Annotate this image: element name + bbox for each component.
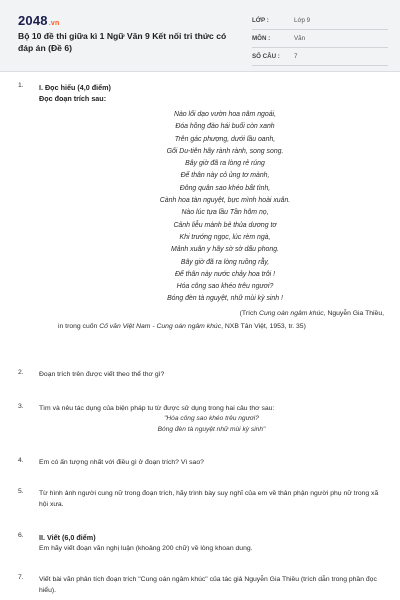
question-text: Em có ấn tượng nhất với điều gì ở đoạn trích? Vì sao? — [39, 459, 204, 466]
source-text: , NXB Tân Việt, 1953, tr. 35) — [221, 323, 306, 330]
section-subheading: Đọc đoạn trích sau: — [39, 94, 107, 103]
poem-line: Gối Du-tiên hãy rành rành, song song. — [166, 147, 284, 155]
logo-ext: .vn — [48, 20, 60, 27]
meta-value: Lớp 9 — [294, 17, 311, 24]
question-number: 5. — [18, 488, 24, 495]
poem-excerpt — [40, 109, 384, 306]
poem-line: Cảnh liễu mành bẻ thủa dương tơ — [173, 221, 277, 229]
site-logo[interactable] — [18, 13, 59, 28]
question-number: 3. — [18, 403, 24, 410]
meta-row-subject — [252, 30, 388, 48]
question-number: 2. — [18, 369, 24, 376]
poem-line: Đông quân sao khéo bất tình, — [179, 184, 271, 192]
poem-line: Bây giờ đã ra lòng rẻ rúng — [185, 160, 265, 168]
question-5 — [18, 488, 384, 510]
quote-line: "Hóa công sao khéo trêu ngươi? — [164, 415, 259, 422]
source-line-2 — [58, 321, 384, 332]
source-line-1 — [40, 308, 384, 319]
source-work-title: Cung oán ngâm khúc — [259, 310, 324, 317]
poem-line: Hóa công sao khéo trêu ngươi? — [176, 283, 274, 291]
poem-line: Nào lối dạo vườn hoa năm ngoái, — [173, 111, 276, 118]
poem-line: Khi trướng ngọc, lúc rèm ngà, — [179, 233, 271, 241]
source-text: (Trích — [239, 310, 260, 317]
question-3 — [18, 403, 384, 435]
question-text: Đoạn trích trên được viết theo thể thơ gì? — [39, 371, 165, 378]
question-text: Em hãy viết đoạn văn nghị luận (khoảng 200 chữ) về lòng khoan dung. — [39, 545, 253, 552]
document-header — [0, 0, 400, 72]
document-title: Bộ 10 đề thi giữa kì 1 Ngữ Văn 9 Kết nối tri thức có đáp án (Đề 6) — [18, 31, 227, 53]
poem-line: Cành hoa tàn nguyệt, bực mình hoài xuân. — [159, 197, 291, 205]
meta-row-class — [252, 12, 388, 30]
question-text: Viết bài văn phân tích đoạn trích "Cung oán ngâm khúc" của tác giả Nguyễn Gia Thiều (trích dẫn trong phần đọc hiểu). — [39, 576, 377, 594]
meta-key: SỐ CÂU : — [252, 53, 280, 60]
logo-text: 2048 — [18, 13, 48, 28]
question-number: 1. — [18, 82, 24, 89]
meta-table — [252, 12, 388, 66]
question-number: 6. — [18, 532, 24, 539]
question-number: 7. — [18, 574, 24, 581]
question-text: Từ hình ảnh người cung nữ trong đoạn trích, hãy trình bày suy nghĩ của em về thân phận người phụ nữ trong xã hội xưa. — [39, 490, 379, 508]
poem-line: Bây giờ đã ra lòng ruồng rẫy, — [180, 258, 270, 266]
question-text: Tìm và nêu tác dụng của biện pháp tu từ được sử dụng trong hai câu thơ sau: — [39, 405, 275, 412]
section-heading: I. Đọc hiểu (4,0 điểm) — [39, 83, 111, 92]
poem-line: Nào lúc tựa lầu Tần hôm nọ, — [181, 209, 269, 217]
meta-value: Văn — [294, 35, 306, 42]
poem-line: Trên gác phượng, dưới lầu oanh, — [174, 135, 276, 143]
source-text: in trong cuốn — [58, 323, 100, 330]
poem-line: Bóng đèn tà nguyệt, nhữ mùi kỳ sinh ! — [167, 295, 283, 303]
meta-row-count — [252, 48, 388, 66]
source-book-title: Cố văn Việt Nam - Cung oán ngâm khúc — [99, 323, 222, 330]
document-body — [0, 72, 400, 600]
question-6 — [18, 532, 384, 554]
question-1 — [18, 82, 384, 104]
meta-value: 7 — [294, 53, 298, 60]
poem-line: Mảnh xuân y hãy sờ sờ dấu phong. — [171, 246, 279, 254]
poem-line: Để thân này cỏ ủng tơ mành, — [180, 172, 270, 180]
question-2 — [18, 369, 384, 380]
section-heading: II. Viết (6,0 điểm) — [39, 533, 96, 542]
question-number: 4. — [18, 457, 24, 464]
quote-line: Bóng đèn tà nguyệt nhữ mùi kỳ sinh" — [157, 425, 266, 433]
source-text: , Nguyễn Gia Thiều, — [323, 310, 384, 317]
poem-line: Để thân này nước chảy hoa trôi ! — [174, 270, 276, 278]
question-4 — [18, 457, 384, 468]
meta-key: LỚP : — [252, 17, 269, 24]
poem-line: Đóa hồng đào hái buổi còn xanh — [175, 123, 275, 131]
meta-key: MÔN : — [252, 35, 271, 42]
question-7 — [18, 574, 384, 596]
